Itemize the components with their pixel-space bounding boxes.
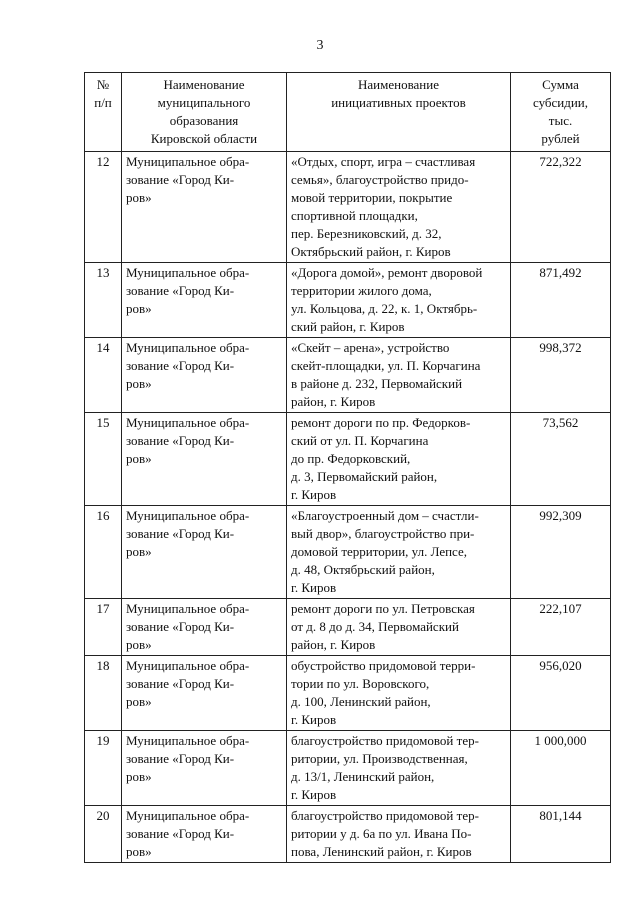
table-row (85, 656, 611, 731)
row-number: 13 (85, 263, 122, 338)
row-project: ремонт дороги по пр. Федорков- ский от ул. П. Корчагина до пр. Федорковский, д. 3, Первомайский район, г. Киров (287, 413, 511, 506)
row-project: «Отдых, спорт, игра – счастливая семья», благоустройство придо- мовой территории, покрытие спортивной площадки, пер. Березниковский, д. 32, Октябрьский район, г. Киров (287, 152, 511, 263)
row-number: 20 (85, 806, 122, 863)
row-municipality: Муниципальное обра- зование «Город Ки- ров» (122, 731, 287, 806)
row-project: «Благоустроенный дом – счастли- вый двор», благоустройство при- домовой территории, ул. Лепсе, д. 48, Октябрьский район, г. Киров (287, 506, 511, 599)
table-row (85, 599, 611, 656)
table-row (85, 806, 611, 863)
header-municipality: Наименование муниципального образования Кировской области (122, 73, 287, 152)
header-sum: Сумма субсидии, тыс. рублей (511, 73, 611, 152)
table-header-row (85, 73, 611, 152)
subsidy-table (84, 72, 611, 863)
header-project: Наименование инициативных проектов (287, 73, 511, 152)
table-body (85, 152, 611, 863)
row-municipality: Муниципальное обра- зование «Город Ки- ров» (122, 806, 287, 863)
header-number: № п/п (85, 73, 122, 152)
row-subsidy-sum: 871,492 (511, 263, 611, 338)
row-municipality: Муниципальное обра- зование «Город Ки- ров» (122, 599, 287, 656)
row-project: обустройство придомовой терри- тории по ул. Воровского, д. 100, Ленинский район, г. Киров (287, 656, 511, 731)
row-number: 12 (85, 152, 122, 263)
row-subsidy-sum: 998,372 (511, 338, 611, 413)
row-municipality: Муниципальное обра- зование «Город Ки- ров» (122, 152, 287, 263)
row-number: 16 (85, 506, 122, 599)
row-subsidy-sum: 801,144 (511, 806, 611, 863)
row-subsidy-sum: 992,309 (511, 506, 611, 599)
row-project: «Дорога домой», ремонт дворовой территории жилого дома, ул. Кольцова, д. 22, к. 1, Октябрь- ский район, г. Киров (287, 263, 511, 338)
row-subsidy-sum: 222,107 (511, 599, 611, 656)
page-number: 3 (316, 38, 324, 53)
row-municipality: Муниципальное обра- зование «Город Ки- ров» (122, 338, 287, 413)
row-project: благоустройство придомовой тер- ритории, ул. Производственная, д. 13/1, Ленинский район, г. Киров (287, 731, 511, 806)
row-subsidy-sum: 722,322 (511, 152, 611, 263)
row-subsidy-sum: 956,020 (511, 656, 611, 731)
table-row (85, 338, 611, 413)
table-row (85, 263, 611, 338)
row-project: благоустройство придомовой тер- ритории у д. 6а по ул. Ивана По- пова, Ленинский район, г. Киров (287, 806, 511, 863)
table-row (85, 413, 611, 506)
table-row (85, 506, 611, 599)
table-row (85, 731, 611, 806)
row-municipality: Муниципальное обра- зование «Город Ки- ров» (122, 413, 287, 506)
row-project: «Скейт – арена», устройство скейт-площадки, ул. П. Корчагина в районе д. 232, Первомайский район, г. Киров (287, 338, 511, 413)
row-number: 15 (85, 413, 122, 506)
row-municipality: Муниципальное обра- зование «Город Ки- ров» (122, 506, 287, 599)
row-municipality: Муниципальное обра- зование «Город Ки- ров» (122, 263, 287, 338)
row-subsidy-sum: 1 000,000 (511, 731, 611, 806)
row-project: ремонт дороги по ул. Петровская от д. 8 до д. 34, Первомайский район, г. Киров (287, 599, 511, 656)
table-row (85, 152, 611, 263)
row-number: 18 (85, 656, 122, 731)
row-number: 17 (85, 599, 122, 656)
row-number: 14 (85, 338, 122, 413)
row-number: 19 (85, 731, 122, 806)
row-municipality: Муниципальное обра- зование «Город Ки- ров» (122, 656, 287, 731)
row-subsidy-sum: 73,562 (511, 413, 611, 506)
